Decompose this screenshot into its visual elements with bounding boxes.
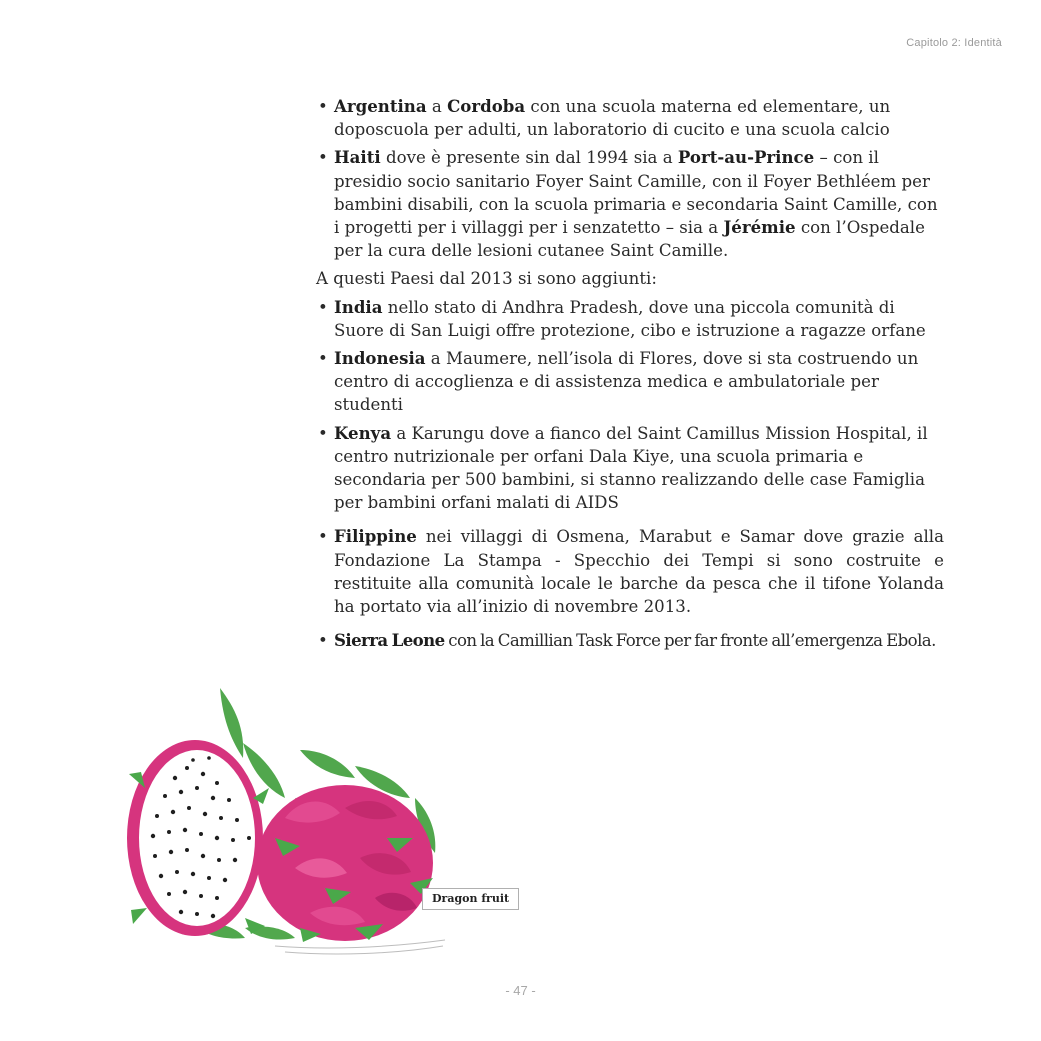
item-text: dove è presente sin dal 1994 sia a: [380, 148, 678, 168]
list-item-argentina: [316, 95, 944, 141]
dragon-fruit-illustration: [125, 688, 455, 963]
illustration-caption: Dragon fruit: [422, 888, 519, 910]
list-item-india: [316, 296, 944, 342]
main-text: [316, 95, 944, 657]
item-text: nei villaggi di Osmena, Marabut e Samar dove grazie alla Fondazione La Stampa - Specchio dei Tempi si sono costruite e restituite alla comunità locale le barche da pesca che il tifone Yolanda ha portato via all’inizio di novembre 2013.: [334, 527, 944, 617]
city-name: Cordoba: [447, 96, 526, 116]
list-item-kenya: [316, 422, 944, 515]
country-name: India: [334, 296, 383, 317]
country-name: Filippine: [334, 526, 417, 547]
list-item-sierra-leone: [316, 629, 944, 652]
item-text: a Karungu dove a fianco del Saint Camillus Mission Hospital, il centro nutrizionale per orfani Dala Kiye, una scuola primaria e secondaria per 500 bambini, si stanno realizzando delle case Famiglia per bambini orfani malati di AIDS: [334, 423, 928, 513]
running-header: Capitolo 2: Identità: [906, 37, 1002, 49]
cut-fruit: [127, 740, 269, 936]
whole-fruit: [257, 785, 433, 942]
country-name: Sierra Leone: [334, 630, 445, 651]
country-name: Indonesia: [334, 348, 426, 369]
city-name: Port-au-Prince: [677, 147, 815, 168]
list-item-filippine: [316, 525, 944, 618]
item-text: con una scuola materna ed elementare, un doposcuola per adulti, un laboratorio di cucito e una scuola calcio: [334, 97, 891, 140]
item-text: a: [426, 97, 448, 116]
item-text: nello stato di Andhra Pradesh, dove una piccola comunità di Suore di San Luigi offre protezione, cibo e istruzione a ragazze orfane: [334, 297, 926, 340]
city-name: Jérémie: [723, 217, 796, 238]
country-name: Kenya: [334, 422, 392, 443]
item-text: con l’Ospedale per la cura delle lesioni cutanee Saint Camille.: [334, 218, 925, 261]
item-text: con la Camillian Task Force per far fronte all’emergenza Ebola.: [444, 631, 936, 651]
country-name: Haiti: [334, 147, 381, 168]
item-text: a Maumere, nell’isola di Flores, dove si sta costruendo un centro di accoglienza e di assistenza medica e ambulatoriale per studenti: [334, 349, 919, 415]
country-name: Argentina: [334, 96, 427, 116]
shadow-strokes: [275, 940, 445, 954]
list-item-indonesia: [316, 347, 944, 417]
list-item-haiti: [316, 146, 944, 262]
page-number: - 47 -: [505, 983, 536, 998]
item-text: – con il presidio socio sanitario Foyer Saint Camille, con il Foyer Bethléem per bambini disabili, con la scuola primaria e secondaria Saint Camille, con i progetti per i villaggi per i senzatetto – sia a: [334, 148, 938, 238]
intro-paragraph: A questi Paesi dal 2013 si sono aggiunti:: [316, 269, 657, 289]
